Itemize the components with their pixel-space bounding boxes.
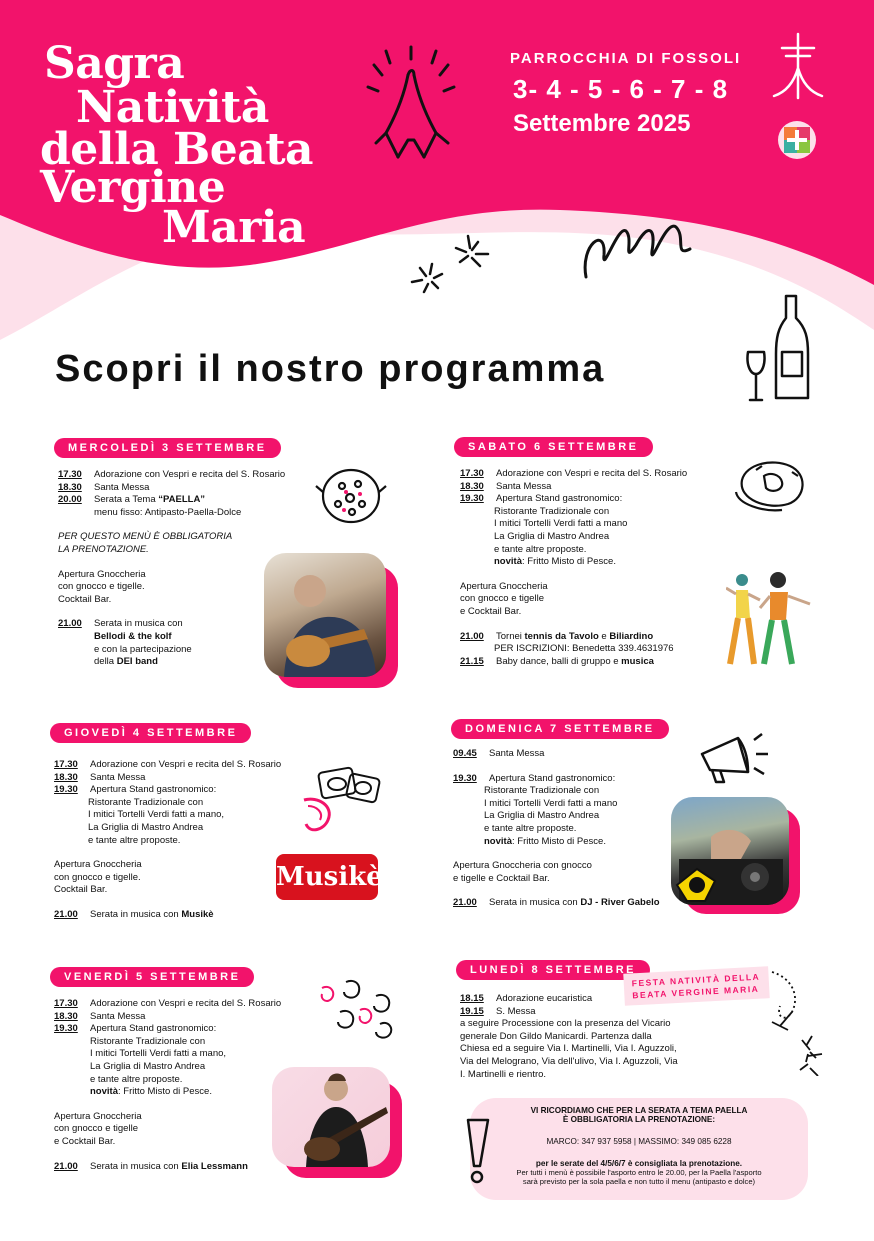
time: 17.30 [58,469,82,480]
event: Santa Messa [90,771,146,783]
parish-logo-icon [777,120,817,160]
event: Adorazione eucaristica [496,993,593,1004]
stand-detail: La Griglia di Mastro Andrea [484,810,600,822]
event: Tornei [496,630,525,642]
wine-bottle-icon [742,294,814,406]
event: Adorazione con Vespri e recita del S. Rosario [90,759,282,770]
event: Serata in musica con [90,1160,182,1172]
stand-detail: La Griglia di Mastro Andrea [88,821,204,833]
contact-numbers: MARCO: 347 937 5958 | MASSIMO: 349 085 6228 [546,1137,732,1146]
schedule-saturday [460,468,720,668]
reservation-notice [470,1098,808,1200]
novelty-label: novità [494,556,522,568]
stand-detail: I mitici Tortelli Verdi fatti a mano, [88,809,225,821]
stand-detail: I mitici Tortelli Verdi fatti a mano [494,518,628,530]
event: Adorazione con Vespri e recita del S. Rosario [90,998,282,1009]
stand-detail: e tante altre proposte. [494,543,587,555]
time: 18.30 [58,481,82,493]
event: Apertura Stand gastronomico: [489,772,616,784]
event: S. Messa [496,1005,536,1017]
time: 21.00 [54,1160,78,1172]
event-detail: e con la partecipazione [94,643,192,655]
band-name: Bellodi & the kolf [94,630,172,642]
band-name: DEI band [116,656,158,668]
stand-detail: Ristorante Tradizionale con [484,785,600,797]
day-label-monday: LUNEDÌ 8 SETTEMBRE [456,960,650,980]
title-line-5: Maria [162,202,306,253]
cross-icon [772,32,824,100]
schedule-friday [54,998,304,1173]
time: 19.30 [460,493,484,505]
time: 17.30 [460,468,484,479]
stand-detail: La Griglia di Mastro Andrea [494,530,610,542]
notice-line: VI RICORDIAMO CHE PER LA SERATA A TEMA PAELLA [530,1106,748,1115]
title-line-2: Natività [76,82,269,133]
event: Baby dance, balli di gruppo e [496,655,622,667]
feast-banner-line: FESTA NATIVITÀ DELLA [631,971,761,989]
time: 18.30 [54,1010,78,1022]
time: 19.15 [460,1005,484,1017]
praying-hands-icon [356,45,468,167]
event: Serata in musica con [90,908,182,920]
notice-line: sarà previsto per la sola paella e non tutto il menu (antipasto e dolce) [522,1177,756,1186]
reservation-note: LA PRENOTAZIONE. [58,543,149,555]
gnoccheria-text: con gnocco e tigelle. [58,581,145,593]
event: Adorazione con Vespri e recita del S. Rosario [496,468,688,479]
gnoccheria-text: con gnocco e tigelle [54,1123,138,1135]
title-line-4: Vergine [40,162,226,213]
feast-banner-line: BEATA VERGINE MARIA [632,983,760,1001]
stand-detail: e tante altre proposte. [484,822,577,834]
schedule-thursday [54,759,304,922]
gnoccheria-text: con gnocco e tigelle [460,593,544,605]
event-detail: della [94,656,117,668]
event: Apertura Stand gastronomico: [90,784,217,796]
sparkle-icon [408,226,498,302]
stand-detail: e tante altre proposte. [88,834,181,846]
event: Santa Messa [489,748,545,759]
event: Apertura Stand gastronomico: [90,1023,217,1035]
stand-detail: I mitici Tortelli Verdi fatti a mano [484,797,618,809]
festival-dates: 3- 4 - 5 - 6 - 7 - 8 [513,74,729,104]
event: Apertura Stand gastronomico: [496,493,623,505]
schedule-sunday [453,748,693,910]
procession-text: Via del Melograno, Via dell'ulivo, Via I. Aguzzoli, Via [460,1055,678,1067]
swirl-icon [578,205,698,285]
stand-detail: : Fritto Misto di Pesce. [511,835,606,847]
gnoccheria-text: e tigelle e Cocktail Bar. [453,872,550,884]
tournament-name: Biliardino [609,630,654,642]
reservation-note: PER QUESTO MENÙ È OBBLIGATORIA [58,531,233,543]
shrimp-icon [316,972,402,1042]
event: Serata in musica con [94,618,183,630]
notice-line: Per tutti i menù è possibile l'asporto entro le 20.00, per la Paella l'asporto [516,1168,762,1177]
time: 18.30 [54,771,78,783]
stand-detail: : Fritto Misto di Pesce. [117,1086,212,1098]
day-label-sunday: DOMENICA 7 SETTEMBRE [451,719,669,739]
day-label-thursday: GIOVEDÌ 4 SETTEMBRE [50,723,251,743]
procession-text: generale Don Gildo Manicardi. Partenza dalla [460,1030,652,1042]
day-label-wednesday: MERCOLEDÌ 3 SETTEMBRE [54,438,281,458]
notice-line: È OBBLIGATORIA LA PRENOTAZIONE: [562,1115,716,1124]
event: Serata in musica con [489,897,581,909]
time: 21.00 [453,897,477,909]
title-line-1: Sagra [44,38,185,89]
procession-text: I. Martinelli e rientro. [460,1068,547,1080]
stand-detail: e tante altre proposte. [90,1073,183,1085]
musike-logo: Musikè [276,854,378,900]
exclamation-icon [464,1116,492,1186]
time: 21.15 [460,655,484,667]
event: e [598,630,610,642]
gnoccheria-text: Apertura Gnoccheria [54,859,142,871]
band-name: Elia Lessmann [181,1160,248,1172]
event-highlight: musica [621,655,654,667]
rosary-icon [752,966,832,1076]
event-highlight: “PAELLA” [158,494,206,506]
stand-detail: La Griglia di Mastro Andrea [90,1060,206,1072]
time: 18.30 [460,480,484,492]
gnoccheria-text: Cocktail Bar. [54,884,108,896]
paella-pan-icon [314,462,388,528]
time: 20.00 [58,494,82,506]
time: 18.15 [460,993,484,1004]
program-heading: Scopri il nostro programma [55,348,606,390]
tournament-name: tennis da Tavolo [524,630,599,642]
gnoccheria-text: Cocktail Bar. [58,593,112,605]
stand-detail: : Fritto Misto di Pesce. [521,556,616,568]
gnoccheria-text: Apertura Gnoccheria [54,1110,142,1122]
stand-detail: Ristorante Tradizionale con [90,1035,206,1047]
stand-detail: Ristorante Tradizionale con [88,796,204,808]
stand-detail: Ristorante Tradizionale con [494,505,610,517]
novelty-label: novità [484,835,512,847]
gnoccheria-text: Apertura Gnoccheria [58,568,146,580]
registration-info: PER ISCRIZIONI: Benedetta 339.4631976 [494,643,674,655]
notice-line: per le serate del 4/5/6/7 è consigliata la prenotazione. [535,1159,743,1168]
event-detail: menu fisso: Antipasto-Paella-Dolce [94,506,242,518]
time: 19.30 [453,772,477,784]
band-name: Musikè [181,908,214,920]
time: 19.30 [54,1023,78,1035]
gnoccheria-text: con gnocco e tigelle. [54,871,141,883]
event: Santa Messa [94,481,150,493]
time: 21.00 [460,630,484,642]
gnoccheria-text: Apertura Gnoccheria [460,580,548,592]
megaphone-icon [698,728,772,788]
schedule-monday [460,993,710,1081]
novelty-label: novità [90,1086,118,1098]
dancers-icon [726,568,818,668]
event: Adorazione con Vespri e recita del S. Rosario [94,469,286,480]
dj-photo [671,797,789,905]
parish-name: PARROCCHIA DI FOSSOLI [510,50,742,67]
event: Santa Messa [496,480,552,492]
stand-detail: I mitici Tortelli Verdi fatti a mano, [90,1048,227,1060]
musician-photo [264,553,386,677]
gnoccheria-text: e Cocktail Bar. [54,1135,116,1147]
time: 17.30 [54,998,78,1009]
event: Santa Messa [90,1010,146,1022]
event: Serata a Tema [94,494,159,506]
time: 09.45 [453,748,477,759]
gnoccheria-text: e Cocktail Bar. [460,605,522,617]
gnoccheria-text: Apertura Gnoccheria con gnocco [453,860,592,872]
day-label-friday: VENERDÌ 5 SETTEMBRE [50,967,254,987]
time: 17.30 [54,759,78,770]
procession-text: a seguire Processione con la presenza del Vicario [460,1018,671,1030]
pasta-icon [298,766,384,838]
time: 19.30 [54,784,78,796]
time: 21.00 [54,908,78,920]
day-label-saturday: SABATO 6 SETTEMBRE [454,437,653,457]
title-line-3: della Beata [40,124,314,175]
guitarist-photo [272,1067,390,1167]
dj-name: DJ - River Gabelo [580,897,660,909]
procession-text: Chiesa ed a seguire Via I. Martinelli, Via I. Aguzzoli, [460,1043,677,1055]
festival-month: Settembre 2025 [513,110,691,137]
grilled-meat-icon [732,456,814,514]
time: 21.00 [58,618,82,630]
